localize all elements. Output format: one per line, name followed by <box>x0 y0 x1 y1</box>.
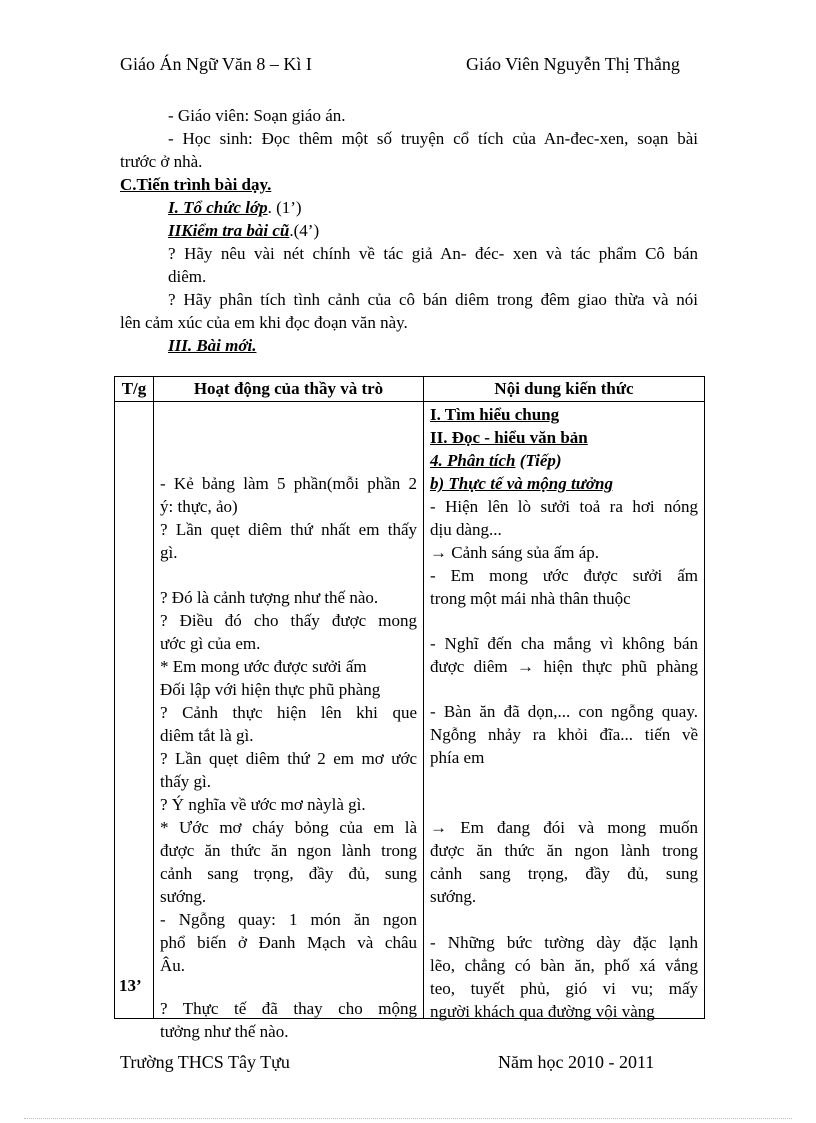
content-heading-3-label: 4. Phân tích <box>430 451 516 470</box>
item-3-label: III. Bài mới. <box>168 336 257 355</box>
activity-line: Âu. <box>160 956 186 975</box>
content-line: - Bàn ăn đã dọn,... con ngỗng quay. <box>430 702 698 721</box>
content-heading-3 <box>430 449 698 472</box>
activity-line: ? Cảnh thực hiện lên khi que <box>160 703 417 722</box>
activity-line: ? Điều đó cho thấy được mong <box>160 611 417 630</box>
activity-line: ước gì của em. <box>160 634 261 653</box>
content-line: sướng. <box>430 887 477 906</box>
activity-line: phổ biến ở Đanh Mạch và châu <box>160 933 417 952</box>
time-mark: 13’ <box>119 976 142 995</box>
activity-line: * Ước mơ cháy bỏng của em là <box>160 818 417 837</box>
header-time: T/g <box>115 377 154 402</box>
activity-line: gì. <box>160 543 178 562</box>
content-line: dịu dàng... <box>430 520 502 539</box>
item-1-time: . (1’) <box>267 198 302 217</box>
content-line: - Nghĩ đến cha mắng vì không bán <box>430 634 698 653</box>
content-line: → Em đang đói và mong muốn <box>430 818 698 837</box>
activity-line: ? Ý nghĩa về ước mơ nàylà gì. <box>160 795 366 814</box>
item-2-time: .(4’) <box>289 221 320 240</box>
content-heading-2: II. Đọc - hiểu văn bản <box>430 428 588 447</box>
section-c-title: C.Tiến trình bài dạy. <box>120 175 272 194</box>
question-2-line1: ? Hãy phân tích tình cảnh của cô bán diêm trong đêm giao thừa và nói <box>168 290 698 309</box>
activity-line: - Kẻ bảng làm 5 phần(mỗi phần 2 <box>160 474 417 493</box>
activity-line: thấy gì. <box>160 772 211 791</box>
activities-cell <box>154 402 424 1041</box>
table-header-row <box>115 377 705 402</box>
item-1-label: I. Tổ chức lớp <box>168 198 268 217</box>
activity-line: ? Thực tế đã thay cho mộng <box>160 999 417 1018</box>
content-heading-4: b) Thực tế và mộng tưởng <box>430 474 613 493</box>
footer-left: Trường THCS Tây Tựu <box>120 1052 290 1072</box>
header-content: Nội dung kiến thức <box>424 377 705 402</box>
time-cell <box>115 402 154 1019</box>
content-line: được diêm → hiện thực phũ phàng <box>430 657 698 676</box>
content-line: - Những bức tường dày đặc lạnh <box>430 933 698 952</box>
item-2-label: IIKiểm tra bài cũ <box>168 221 290 240</box>
content-line: - Hiện lên lò sưởi toả ra hơi nóng <box>430 497 698 516</box>
header-activities: Hoạt động của thầy và trò <box>154 377 424 402</box>
content-line: cảnh sang trọng, đầy đủ, sung <box>430 864 698 883</box>
table-row <box>115 402 705 1019</box>
question-1-line2: diêm. <box>168 267 207 286</box>
header-left: Giáo Án Ngữ Văn 8 – Kì I <box>120 54 312 74</box>
question-1-line1: ? Hãy nêu vài nét chính về tác giả An- đéc- xen và tác phẩm Cô bán <box>168 244 698 263</box>
item-1 <box>168 196 302 219</box>
content-heading-3-extra: (Tiếp) <box>519 451 562 470</box>
footer-right: Năm học 2010 - 2011 <box>498 1052 655 1072</box>
prep-student-line1: - Học sinh: Đọc thêm một số truyện cổ tích của An-đec-xen, soạn bài <box>168 129 698 148</box>
question-2-line2: lên cảm xúc của em khi đọc đoạn văn này. <box>120 313 408 332</box>
activity-line: tưởng như thế nào. <box>160 1022 289 1041</box>
activity-line: sướng. <box>160 887 207 906</box>
content-line: lẽo, chẳng có bàn ăn, phố xá vắng <box>430 956 698 975</box>
activity-line: * Em mong ước được sưởi ấm <box>160 657 367 676</box>
content-line: người khách qua đường vội vàng <box>430 1002 655 1021</box>
lesson-table <box>114 376 705 1041</box>
content-line: teo, tuyết phủ, gió vi vu; mấy <box>430 979 698 998</box>
content-line: phía em <box>430 748 485 767</box>
content-heading-1: I. Tìm hiểu chung <box>430 405 560 424</box>
content-line: → Cảnh sáng sủa ấm áp. <box>430 543 600 562</box>
activity-line: cảnh sang trọng, đầy đủ, sung <box>160 864 417 883</box>
prep-teacher: - Giáo viên: Soạn giáo án. <box>168 106 346 125</box>
page-bottom-rule <box>24 1118 792 1119</box>
activity-line: ? Đó là cảnh tượng như thế nào. <box>160 588 379 607</box>
header-right: Giáo Viên Nguyễn Thị Thắng <box>466 54 680 74</box>
activity-line: được ăn thức ăn ngon lành trong <box>160 841 417 860</box>
activity-line: ý: thực, ảo) <box>160 497 238 516</box>
content-line: được ăn thức ăn ngon lành trong <box>430 841 698 860</box>
activity-line: diêm tắt là gì. <box>160 726 254 745</box>
content-line: Ngỗng nhảy ra khỏi đĩa... tiến về <box>430 725 698 744</box>
activity-line: Đối lập với hiện thực phũ phàng <box>160 680 381 699</box>
content-line: trong một mái nhà thân thuộc <box>430 589 631 608</box>
activity-line: ? Lần quẹt diêm thứ nhất em thấy <box>160 520 417 539</box>
content-cell <box>424 402 705 1019</box>
activity-line: - Ngỗng quay: 1 món ăn ngon <box>160 910 417 929</box>
prep-student-line2: trước ở nhà. <box>120 152 203 171</box>
content-line: - Em mong ước được sưởi ấm <box>430 566 698 585</box>
item-2 <box>168 219 319 242</box>
activity-line: ? Lần quẹt diêm thứ 2 em mơ ước <box>160 749 417 768</box>
